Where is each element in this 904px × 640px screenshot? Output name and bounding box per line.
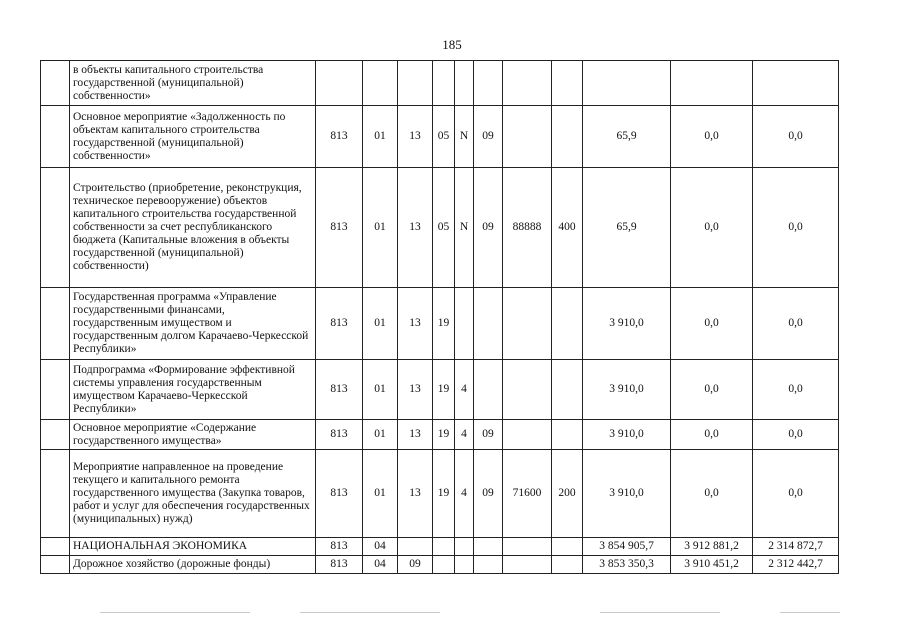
direction-cell: [503, 538, 552, 556]
ministry-cell: 813: [316, 420, 363, 450]
row-index-cell: [41, 556, 70, 574]
subprogram-cell: 4: [455, 450, 474, 538]
amount-year-3-cell: 2 314 872,7: [753, 538, 839, 556]
amount-year-1-cell: [583, 61, 671, 106]
direction-cell: [503, 288, 552, 360]
row-index-cell: [41, 168, 70, 288]
section-cell: 01: [363, 168, 398, 288]
amount-year-3-cell: 0,0: [753, 106, 839, 168]
amount-year-2-cell: 3 910 451,2: [671, 556, 753, 574]
scan-artifact: [300, 612, 440, 613]
amount-year-1-cell: 3 854 905,7: [583, 538, 671, 556]
expense-type-cell: [552, 61, 583, 106]
direction-cell: 88888: [503, 168, 552, 288]
direction-cell: [503, 420, 552, 450]
activity-cell: 09: [474, 420, 503, 450]
amount-year-3-cell: 0,0: [753, 360, 839, 420]
amount-year-2-cell: 0,0: [671, 106, 753, 168]
amount-year-2-cell: 0,0: [671, 360, 753, 420]
subprogram-cell: 4: [455, 360, 474, 420]
program-cell: 19: [433, 420, 455, 450]
amount-year-3-cell: 0,0: [753, 450, 839, 538]
table-row: [41, 420, 839, 450]
amount-year-3-cell: [753, 61, 839, 106]
table-row: [41, 556, 839, 574]
section-cell: 01: [363, 288, 398, 360]
scan-artifact: [100, 612, 250, 613]
program-cell: [433, 538, 455, 556]
expense-type-cell: [552, 106, 583, 168]
amount-year-2-cell: 3 912 881,2: [671, 538, 753, 556]
row-index-cell: [41, 450, 70, 538]
item-name-cell: Основное мероприятие «Задолженность по объектам капитального строительства государственной (муниципальной) собственности»: [70, 106, 316, 168]
subsection-cell: 13: [398, 360, 433, 420]
amount-year-3-cell: 2 312 442,7: [753, 556, 839, 574]
section-cell: 04: [363, 556, 398, 574]
program-cell: 19: [433, 288, 455, 360]
subsection-cell: 13: [398, 288, 433, 360]
row-index-cell: [41, 360, 70, 420]
amount-year-1-cell: 65,9: [583, 168, 671, 288]
activity-cell: 09: [474, 106, 503, 168]
subprogram-cell: 4: [455, 420, 474, 450]
item-name-cell: НАЦИОНАЛЬНАЯ ЭКОНОМИКА: [70, 538, 316, 556]
item-name-cell: Мероприятие направленное на проведение текущего и капитального ремонта государственного имущества (Закупка товаров, работ и услуг для обеспечения государственных (муниципальных) нужд): [70, 450, 316, 538]
direction-cell: [503, 106, 552, 168]
item-name-cell: Строительство (приобретение, реконструкция, техническое перевооружение) объектов капитального строительства государственной собственности за счет республиканского бюджета (Капитальные вложения в объекты государственной (муниципальной) собственности): [70, 168, 316, 288]
row-index-cell: [41, 420, 70, 450]
ministry-cell: [316, 61, 363, 106]
subsection-cell: [398, 538, 433, 556]
item-name-cell: Государственная программа «Управление государственными финансами, государственным имуществом и государственным долгом Карачаево-Черкесской Республики»: [70, 288, 316, 360]
direction-cell: [503, 360, 552, 420]
budget-table: [40, 60, 839, 574]
program-cell: [433, 556, 455, 574]
amount-year-3-cell: 0,0: [753, 168, 839, 288]
amount-year-3-cell: 0,0: [753, 420, 839, 450]
section-cell: 01: [363, 360, 398, 420]
section-cell: 01: [363, 420, 398, 450]
amount-year-1-cell: 65,9: [583, 106, 671, 168]
ministry-cell: 813: [316, 450, 363, 538]
item-name-cell: в объекты капитального строительства государственной (муниципальной) собственности»: [70, 61, 316, 106]
amount-year-2-cell: [671, 61, 753, 106]
table-row: [41, 450, 839, 538]
amount-year-1-cell: 3 910,0: [583, 450, 671, 538]
expense-type-cell: [552, 360, 583, 420]
amount-year-2-cell: 0,0: [671, 168, 753, 288]
row-index-cell: [41, 288, 70, 360]
ministry-cell: 813: [316, 538, 363, 556]
expense-type-cell: [552, 556, 583, 574]
activity-cell: [474, 360, 503, 420]
section-cell: 01: [363, 450, 398, 538]
table-row: [41, 61, 839, 106]
activity-cell: [474, 61, 503, 106]
subsection-cell: 13: [398, 106, 433, 168]
amount-year-1-cell: 3 910,0: [583, 360, 671, 420]
table-row: [41, 360, 839, 420]
subsection-cell: [398, 61, 433, 106]
item-name-cell: Дорожное хозяйство (дорожные фонды): [70, 556, 316, 574]
activity-cell: [474, 288, 503, 360]
subprogram-cell: N: [455, 168, 474, 288]
amount-year-1-cell: 3 910,0: [583, 420, 671, 450]
expense-type-cell: 200: [552, 450, 583, 538]
subsection-cell: 09: [398, 556, 433, 574]
ministry-cell: 813: [316, 556, 363, 574]
page-number: 185: [442, 37, 462, 52]
ministry-cell: 813: [316, 106, 363, 168]
expense-type-cell: [552, 538, 583, 556]
program-cell: 05: [433, 106, 455, 168]
program-cell: 19: [433, 360, 455, 420]
subsection-cell: 13: [398, 168, 433, 288]
expense-type-cell: [552, 288, 583, 360]
scan-artifact: [600, 612, 720, 613]
row-index-cell: [41, 61, 70, 106]
amount-year-2-cell: 0,0: [671, 420, 753, 450]
section-cell: 04: [363, 538, 398, 556]
item-name-cell: Подпрограмма «Формирование эффективной системы управления государственным имуществом Карачаево-Черкесской Республики»: [70, 360, 316, 420]
row-index-cell: [41, 538, 70, 556]
table-row: [41, 538, 839, 556]
scan-artifact: [780, 612, 840, 613]
section-cell: [363, 61, 398, 106]
activity-cell: 09: [474, 450, 503, 538]
subprogram-cell: [455, 538, 474, 556]
expense-type-cell: 400: [552, 168, 583, 288]
amount-year-1-cell: 3 910,0: [583, 288, 671, 360]
amount-year-2-cell: 0,0: [671, 450, 753, 538]
amount-year-3-cell: 0,0: [753, 288, 839, 360]
activity-cell: [474, 556, 503, 574]
activity-cell: [474, 538, 503, 556]
section-cell: 01: [363, 106, 398, 168]
direction-cell: [503, 556, 552, 574]
program-cell: [433, 61, 455, 106]
program-cell: 05: [433, 168, 455, 288]
table-row: [41, 106, 839, 168]
direction-cell: [503, 61, 552, 106]
activity-cell: 09: [474, 168, 503, 288]
item-name-cell: Основное мероприятие «Содержание государственного имущества»: [70, 420, 316, 450]
direction-cell: 71600: [503, 450, 552, 538]
expense-type-cell: [552, 420, 583, 450]
subsection-cell: 13: [398, 450, 433, 538]
subsection-cell: 13: [398, 420, 433, 450]
subprogram-cell: N: [455, 106, 474, 168]
amount-year-2-cell: 0,0: [671, 288, 753, 360]
ministry-cell: 813: [316, 288, 363, 360]
ministry-cell: 813: [316, 168, 363, 288]
row-index-cell: [41, 106, 70, 168]
ministry-cell: 813: [316, 360, 363, 420]
program-cell: 19: [433, 450, 455, 538]
subprogram-cell: [455, 556, 474, 574]
table-row: [41, 288, 839, 360]
subprogram-cell: [455, 61, 474, 106]
subprogram-cell: [455, 288, 474, 360]
table-row: [41, 168, 839, 288]
amount-year-1-cell: 3 853 350,3: [583, 556, 671, 574]
